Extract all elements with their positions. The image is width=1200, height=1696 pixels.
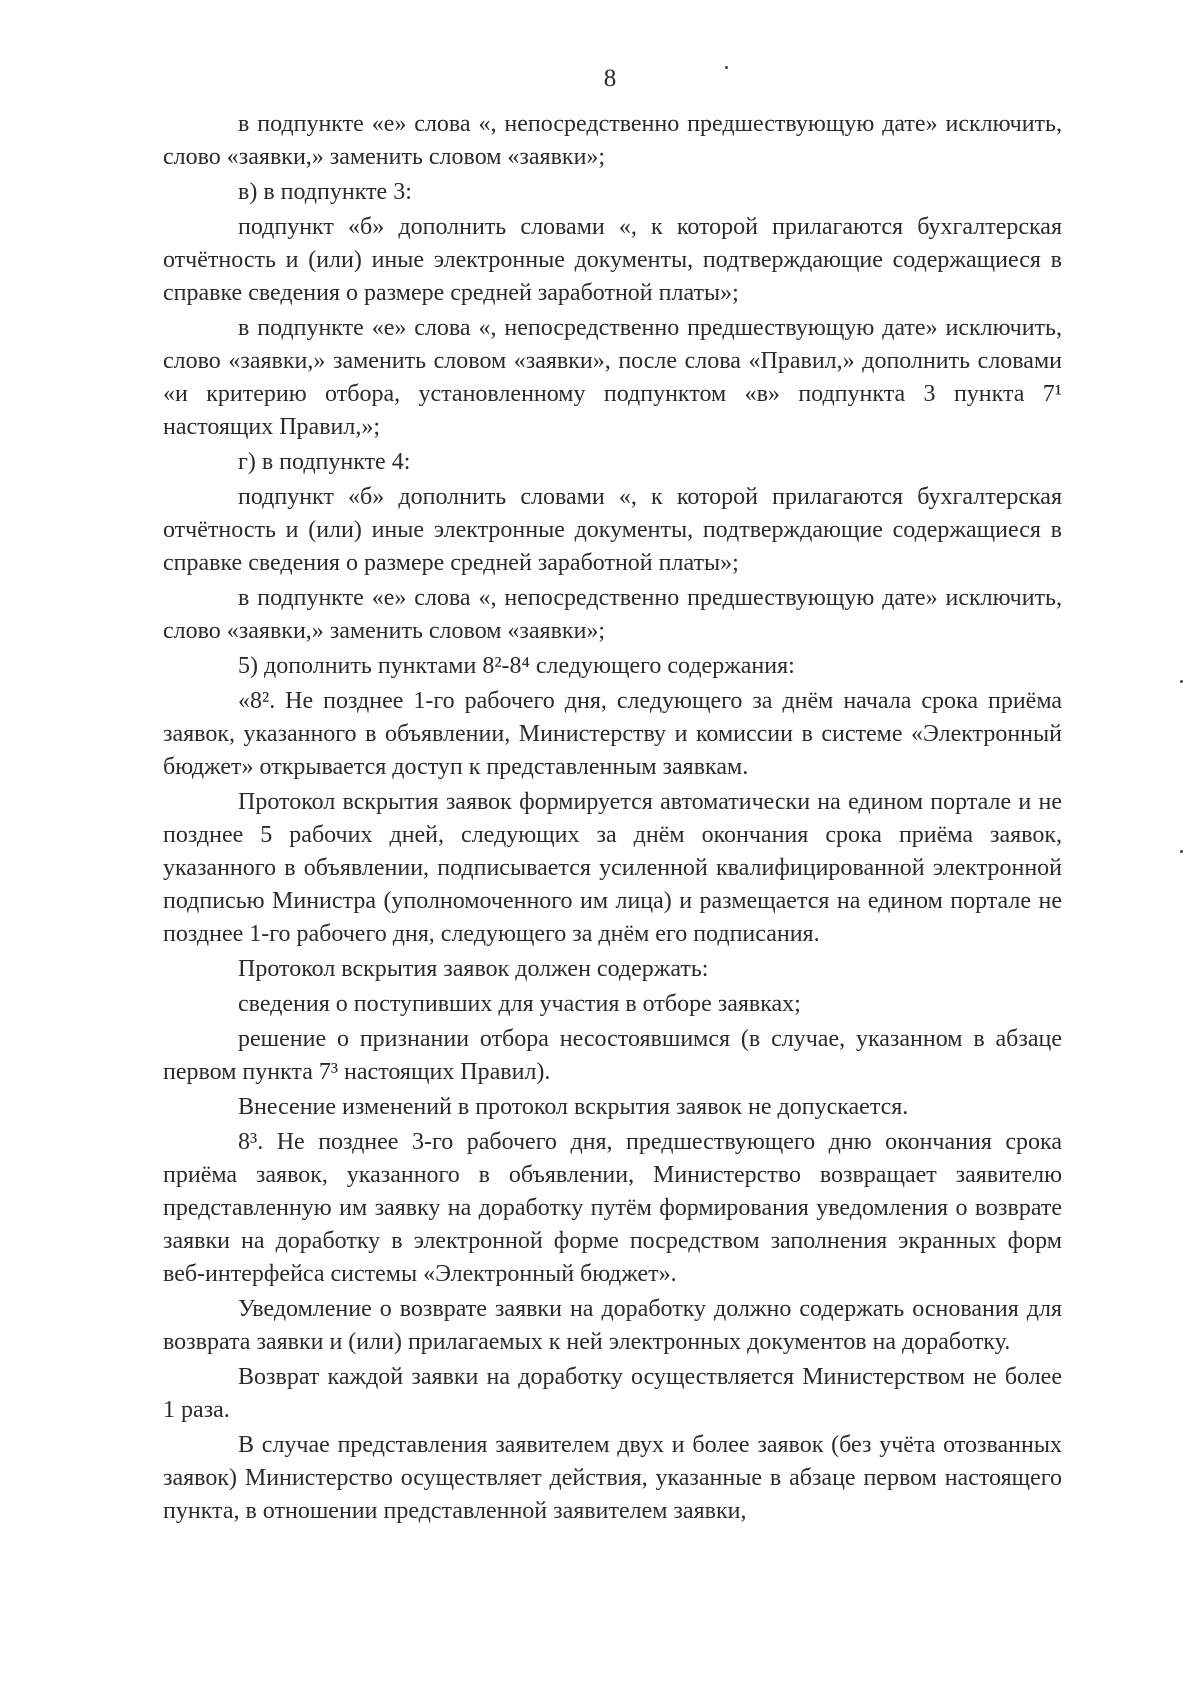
paragraph: Внесение изменений в протокол вскрытия заявок не допускается. <box>238 1094 909 1120</box>
paragraph: в) в подпункте 3: <box>238 179 412 205</box>
scan-dot-mark <box>1180 680 1183 683</box>
paragraph: подпункт «б» дополнить словами «, к которой прилагаются бухгалтерская отчётность и (или) иные электронные документы, подтверждающие содержащиеся в справке сведения о размере средней заработной платы»; <box>163 484 1062 576</box>
scan-dot-mark <box>725 66 728 69</box>
paragraph: решение о признании отбора несостоявшимся (в случае, указанном в абзаце первом пункта 7³ настоящих Правил). <box>163 1026 1062 1085</box>
paragraph: Возврат каждой заявки на доработку осуществляется Министерством не более 1 раза. <box>163 1364 1062 1423</box>
page-number: 8 <box>603 65 617 92</box>
paragraph: Протокол вскрытия заявок должен содержать: <box>238 956 709 982</box>
paragraph: в подпункте «е» слова «, непосредственно предшествующую дате» исключить, слово «заявки,» заменить словом «заявки»; <box>163 111 1062 170</box>
scan-dot-mark <box>1180 850 1183 853</box>
paragraph: 5) дополнить пунктами 8²-8⁴ следующего содержания: <box>238 653 795 679</box>
paragraph: в подпункте «е» слова «, непосредственно предшествующую дате» исключить, слово «заявки,» заменить словом «заявки», после слова «Правил,» дополнить словами «и критерию отбора, установленному подпунктом «в» подпункта 3 пункта 7¹ настоящих Правил,»; <box>163 315 1062 440</box>
document-body <box>163 108 1062 1528</box>
paragraph: сведения о поступивших для участия в отборе заявках; <box>238 991 801 1017</box>
paragraph: Протокол вскрытия заявок формируется автоматически на едином портале и не позднее 5 рабочих дней, следующих за днём окончания срока приёма заявок, указанного в объявлении, подписывается усиленной квалифицированной электронной подписью Министра (уполномоченного им лица) и размещается на едином портале не позднее 1-го рабочего дня, следующего за днём его подписания. <box>163 789 1062 947</box>
paragraph: В случае представления заявителем двух и более заявок (без учёта отозванных заявок) Министерство осуществляет действия, указанные в абзаце первом настоящего пункта, в отношении представленной заявителем заявки, <box>163 1432 1062 1524</box>
paragraph: 8³. Не позднее 3-го рабочего дня, предшествующего дню окончания срока приёма заявок, указанного в объявлении, Министерство возвращает заявителю представленную им заявку на доработку путём формирования уведомления о возврате заявки на доработку в электронной форме посредством заполнения экранных форм веб-интерфейса системы «Электронный бюджет». <box>163 1129 1062 1287</box>
paragraph: г) в подпункте 4: <box>238 449 411 475</box>
paragraph: в подпункте «е» слова «, непосредственно предшествующую дате» исключить, слово «заявки,» заменить словом «заявки»; <box>163 585 1062 644</box>
paragraph: «8². Не позднее 1-го рабочего дня, следующего за днём начала срока приёма заявок, указанного в объявлении, Министерству и комиссии в системе «Электронный бюджет» открывается доступ к представленным заявкам. <box>163 688 1062 780</box>
paragraph: Уведомление о возврате заявки на доработку должно содержать основания для возврата заявки и (или) прилагаемых к ней электронных документов на доработку. <box>163 1296 1062 1355</box>
paragraph: подпункт «б» дополнить словами «, к которой прилагаются бухгалтерская отчётность и (или) иные электронные документы, подтверждающие содержащиеся в справке сведения о размере средней заработной платы»; <box>163 214 1062 306</box>
